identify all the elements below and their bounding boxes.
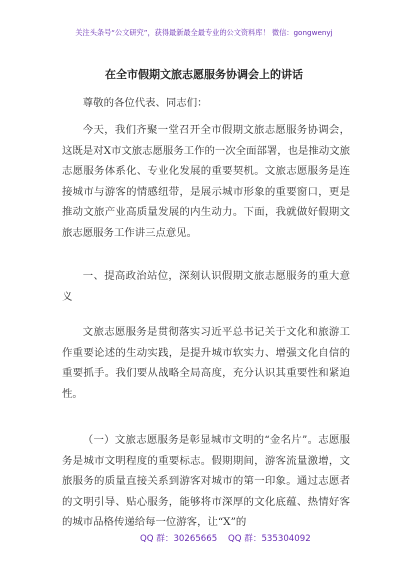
footer-qq-group-1: QQ 群：30265665	[140, 534, 218, 544]
header-note: 关注头条号“公文研究”，获得最新最全最专业的公文资料库！ 微信：gongwenyj	[75, 28, 333, 37]
paragraph-intro: 今天，我们齐聚一堂召开全市假期文旅志愿服务协调会，这既是对X市文旅志愿服务工作的一次全面部署，也是推动文旅志愿服务体系化、专业化发展的重要契机。文旅志愿服务是连接城市与游客的情感纽带，是展示城市形象的重要窗口，更是推动文旅产业高质量发展的内生动力。下面，我就做好假期文旅志愿服务工作讲三点意见。	[62, 124, 350, 239]
paragraph-subsection-1: （一）文旅志愿服务是彰显城市文明的“金名片”。志愿服务是城市文明程度的重要标志。假期期间，游客流量激增，文旅服务的质量直接关系到游客对城市的第一印象。通过志愿者的文明引导、贴心服务，能够将市深厚的文化底蕴、热情好客的城市品格传递给每一位游客，让“X”的	[62, 434, 350, 529]
document-title: 在全市假期文旅志愿服务协调会上的讲话	[105, 68, 303, 81]
paragraph-section-1: 文旅志愿服务是贯彻落实习近平总书记关于文化和旅游工作重要论述的生动实践，是提升城市软实力、增强文化自信的重要抓手。我们要从战略全局高度，充分认识其重要性和紧迫性。	[62, 326, 350, 400]
salutation: 尊敬的各位代表、同志们：	[82, 97, 208, 109]
footer-qq-group-2: QQ 群：535304092	[228, 534, 311, 544]
section-heading-1: 一、提高政治站位，深刻认识假期文旅志愿服务的重大意义	[62, 270, 350, 303]
